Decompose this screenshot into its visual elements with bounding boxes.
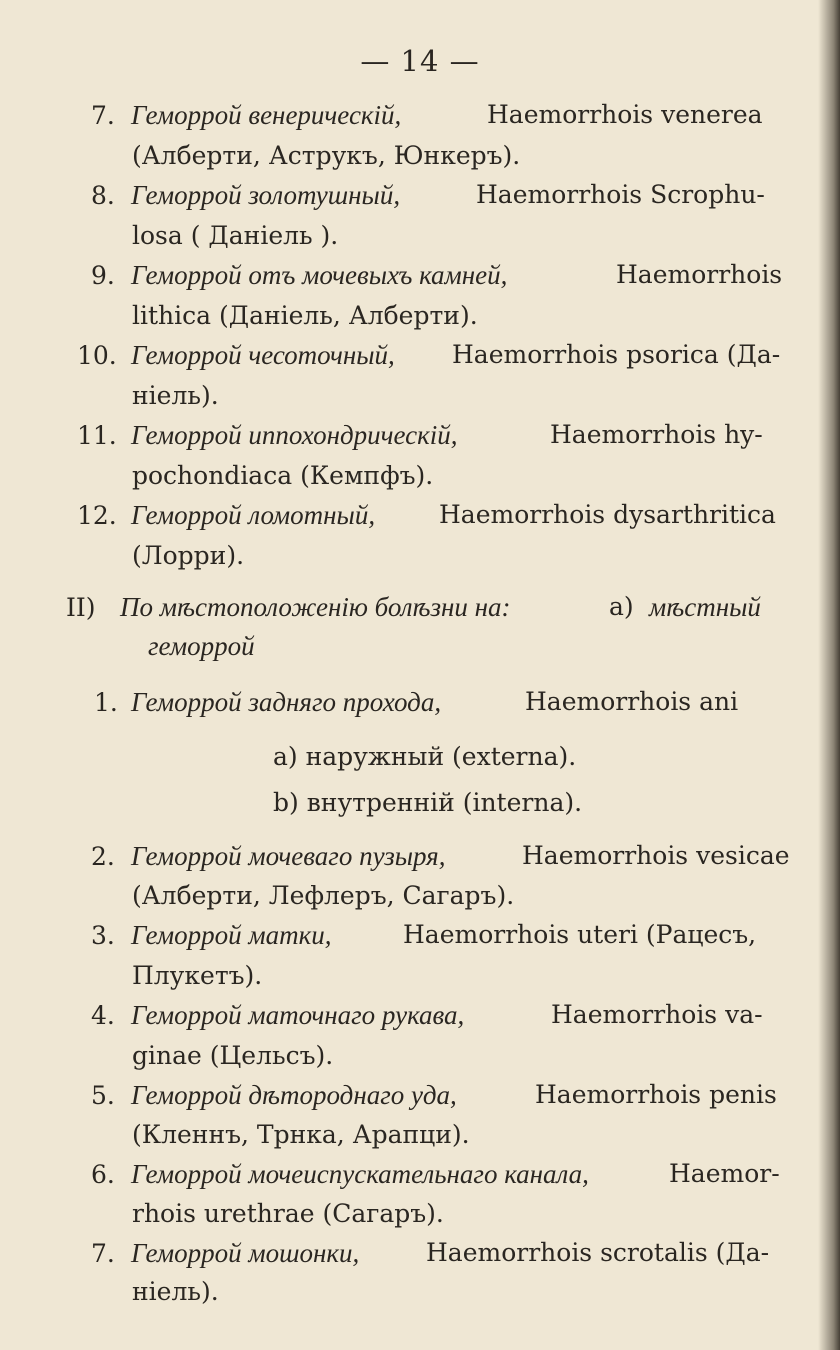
entry-latin-term: Haemorrhois — [616, 260, 783, 289]
entry-number: 5. — [91, 1081, 115, 1110]
entry-russian-term: Геморрой отъ мочевыхъ камней, — [131, 260, 508, 290]
entry-number: 4. — [91, 1001, 115, 1030]
section-heading — [66, 592, 761, 622]
entry-line — [91, 920, 757, 950]
entry-russian-term: Геморрой золотушный, — [131, 180, 401, 210]
section-sub-letter: a) — [609, 592, 634, 621]
entry-russian-term: Геморрой венерическій, — [131, 100, 402, 130]
entry-line — [91, 100, 763, 130]
page-edge-shadow — [818, 0, 840, 1350]
entry-number: 12. — [77, 501, 117, 530]
entry-continuation: ніель). — [132, 381, 219, 410]
entry-number: 10. — [77, 341, 117, 370]
page-number: — 14 — — [360, 44, 480, 78]
entry-line — [91, 1238, 770, 1268]
entry-number: 7. — [91, 101, 115, 130]
entry-latin-term: Haemorrhois uteri (Рацесъ, — [403, 920, 757, 949]
entry-russian-term: Геморрой задняго прохода, — [131, 687, 442, 717]
entry-number: 8. — [91, 181, 115, 210]
entry-continuation: (Алберти, Аструкъ, Юнкеръ). — [132, 141, 521, 170]
entry-subitem-a: a) наружный (externa). — [273, 742, 577, 771]
entry-line — [91, 1080, 777, 1110]
entry-line — [77, 420, 763, 450]
entry-russian-term: Геморрой ломотный, — [131, 500, 376, 530]
entry-number: 1. — [94, 688, 118, 717]
entry-continuation: losa ( Даніель ). — [132, 221, 339, 250]
entry-number: 3. — [91, 921, 115, 950]
entry-number: 11. — [77, 421, 117, 450]
entry-russian-term: Геморрой мочеиспускательнаго канала, — [131, 1159, 589, 1189]
entry-latin-term: Haemorrhois hy- — [550, 420, 763, 449]
entry-line — [77, 500, 776, 530]
entry-latin-term: Haemorrhois ani — [525, 687, 739, 716]
entry-russian-term: Геморрой мошонки, — [131, 1238, 360, 1268]
section-sub-title: мѣстный — [649, 592, 761, 622]
entry-continuation: ginae (Цельсъ). — [132, 1041, 334, 1070]
section-number: II) — [66, 593, 96, 622]
entry-latin-term: Haemor- — [669, 1159, 780, 1188]
entry-continuation: rhois urethrae (Сагаръ). — [132, 1199, 444, 1228]
section-title: По мѣстоположенію болѣзни на: — [120, 592, 511, 622]
entry-line — [91, 1159, 780, 1189]
entry-latin-term: Haemorrhois dysarthritica — [439, 500, 776, 529]
entry-russian-term: Геморрой дѣтороднаго уда, — [131, 1080, 457, 1110]
entry-latin-term: Haemorrhois penis — [535, 1080, 777, 1109]
entry-line — [94, 687, 739, 717]
entry-russian-term: Геморрой маточнаго рукава, — [131, 1000, 465, 1030]
entry-latin-term: Haemorrhois Scrophu- — [476, 180, 765, 209]
entry-continuation: ніель). — [132, 1277, 219, 1306]
entry-continuation: (Кленнъ, Трнка, Арапци). — [132, 1120, 470, 1149]
entry-latin-term: Haemorrhois va- — [551, 1000, 763, 1029]
entry-latin-term: Haemorrhois venerea — [487, 100, 763, 129]
entry-number: 7. — [91, 1239, 115, 1268]
entry-continuation: (Алберти, Лефлеръ, Сагаръ). — [132, 881, 515, 910]
entry-continuation: Плукетъ). — [132, 961, 263, 990]
entry-line — [77, 340, 781, 370]
entry-russian-term: Геморрой матки, — [131, 920, 332, 950]
entry-line — [91, 1000, 763, 1030]
entry-line — [91, 180, 765, 210]
entry-number: 9. — [91, 261, 115, 290]
entry-subitem-b: b) внутренній (interna). — [273, 788, 583, 817]
entry-number: 6. — [91, 1160, 115, 1189]
entry-russian-term: Геморрой чесоточный, — [131, 340, 395, 370]
entry-latin-term: Haemorrhois psorica (Да- — [452, 340, 781, 369]
entry-number: 2. — [91, 842, 115, 871]
section-continuation: геморрой — [148, 631, 255, 661]
entry-continuation: lithica (Даніель, Алберти). — [132, 301, 478, 330]
entry-russian-term: Геморрой мочеваго пузыря, — [131, 841, 446, 871]
entry-continuation: (Лорри). — [132, 541, 245, 570]
entry-russian-term: Геморрой иппохондрическій, — [131, 420, 458, 450]
entry-line — [91, 260, 783, 290]
entry-latin-term: Haemorrhois vesicae — [522, 841, 790, 870]
entry-line — [91, 841, 790, 871]
entry-continuation: pochondiaca (Кемпфъ). — [132, 461, 434, 490]
entry-latin-term: Haemorrhois scrotalis (Да- — [426, 1238, 770, 1267]
